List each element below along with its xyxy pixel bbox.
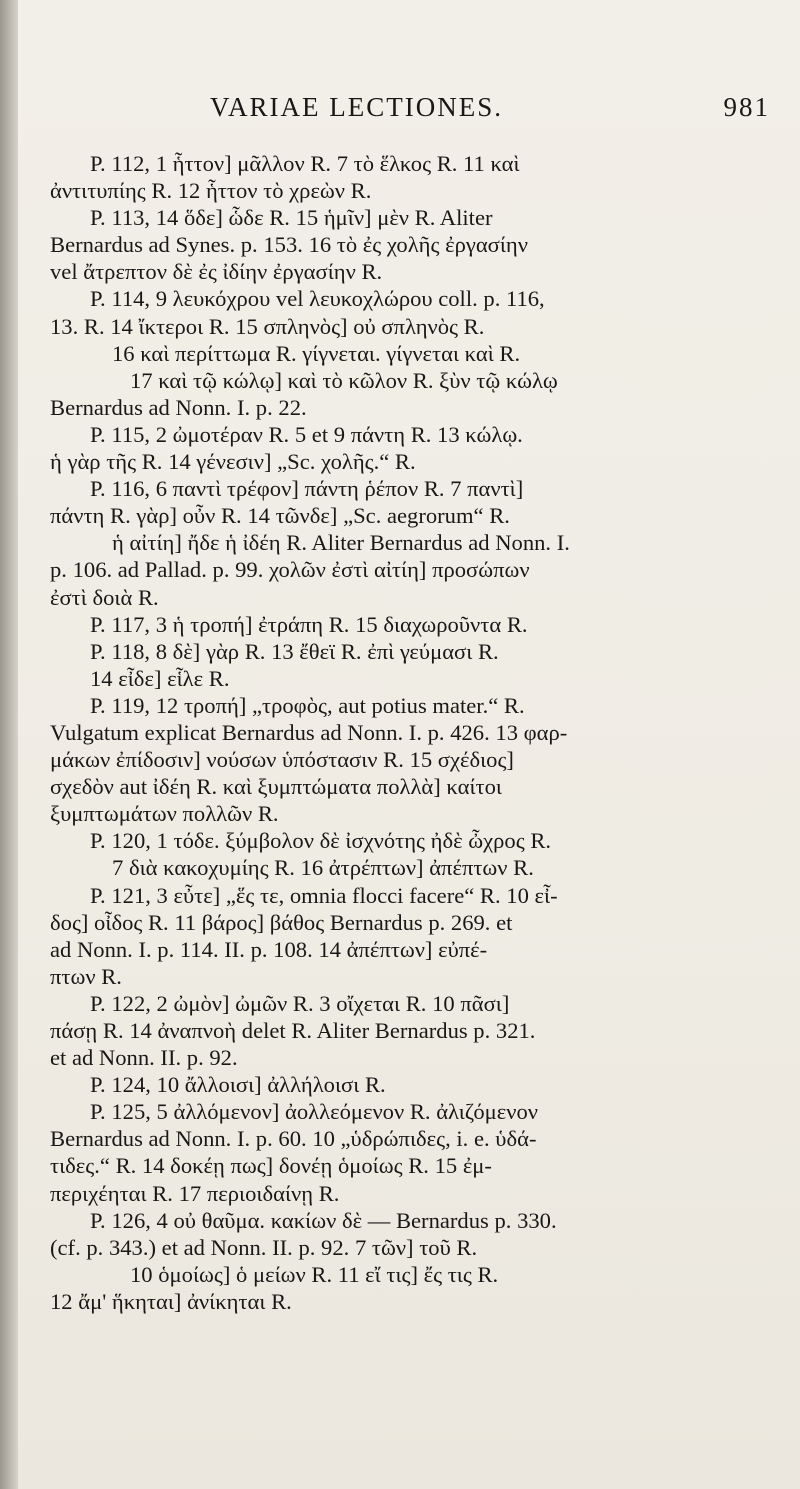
text-line: 7 διὰ κακοχυμίης R. 16 ἀτρέπτων] ἀπέπτων R. bbox=[112, 855, 534, 881]
page-spine-shadow bbox=[0, 0, 18, 1489]
variae-lectiones-text bbox=[50, 150, 772, 1315]
text-line: P. 113, 14 ὅδε] ὧδε R. 15 ἡμῖν] μὲν R. Aliter bbox=[90, 205, 493, 231]
text-line: πάσῃ R. 14 ἀναπνοὴ delet R. Aliter Bernardus p. 321. bbox=[50, 1018, 536, 1043]
text-line: ἡ γὰρ τῆς R. 14 γένεσιν] „Sc. χολῆς.“ R. bbox=[50, 449, 416, 475]
entry bbox=[50, 882, 772, 990]
text-line: 17 καὶ τῷ κώλῳ] καὶ τὸ κῶλον R. ξὺν τῷ κώλῳ bbox=[130, 367, 558, 393]
text-line: et ad Nonn. II. p. 92. bbox=[50, 1045, 238, 1071]
text-line: ἀντιτυπίης R. 12 ἧττον τὸ χρεὼν R. bbox=[50, 178, 372, 204]
text-line: 12 ἄμ' ἥκηται] ἀνίκηται R. bbox=[50, 1288, 292, 1314]
text-line: P. 120, 1 τόδε. ξύμβολον δὲ ἰσχνότης ἠδὲ ὦχρος R. bbox=[90, 828, 552, 854]
text-line: πτων R. bbox=[50, 963, 122, 989]
text-line: P. 124, 10 ἄλλοισι] ἀλλήλοισι R. bbox=[90, 1072, 386, 1098]
entry bbox=[50, 204, 772, 285]
text-line: P. 119, 12 τροπή] „τροφὸς, aut potius mater.“ R. bbox=[90, 692, 525, 718]
text-line: ἐστὶ δοιὰ R. bbox=[50, 584, 159, 610]
text-line: p. 106. ad Pallad. p. 99. χολῶν ἐστὶ αἰτίη] προσώπων bbox=[50, 557, 530, 583]
text-line: vel ἄτρεπτον δὲ ἐς ἰδίην ἐργασίην R. bbox=[50, 259, 383, 285]
text-line: Bernardus ad Nonn. I. p. 22. bbox=[50, 394, 307, 420]
text-line: P. 121, 3 εὖτε] „ἕς τε, omnia flocci facere“ R. 10 εἶ- bbox=[90, 882, 558, 908]
entry bbox=[50, 421, 772, 475]
text-line: τιδες.“ R. 14 δοκέῃ πως] δονέῃ ὁμοίως R. 15 ἐμ- bbox=[50, 1153, 492, 1179]
running-title: VARIAE LECTIONES. bbox=[210, 92, 503, 122]
text-line: μάκων ἐπίδοσιν] νούσων ὑπόστασιν R. 15 σχέδιος] bbox=[50, 747, 514, 773]
text-line: περιχέηται R. 17 περιοιδαίνῃ R. bbox=[50, 1180, 340, 1206]
page-number: 981 bbox=[723, 92, 770, 122]
text-line: P. 114, 9 λευκόχρου vel λευκοχλώρου coll. p. 116, bbox=[90, 286, 545, 312]
text-line: P. 117, 3 ἡ τροπή] ἐτράπη R. 15 διαχωροῦντα R. bbox=[90, 611, 528, 637]
entry bbox=[50, 638, 772, 692]
text-line: ξυμπτωμάτων πολλῶν R. bbox=[50, 801, 279, 827]
text-line: 10 ὁμοίως] ὁ μείων R. 11 εἴ τις] ἔς τις R. bbox=[130, 1261, 499, 1287]
entry bbox=[50, 285, 772, 420]
text-line: δος] οἶδος R. 11 βάρος] βάθος Bernardus p. 269. et bbox=[50, 909, 513, 935]
text-line: P. 122, 2 ὠμὸν] ὠμῶν R. 3 οἴχεται R. 10 πᾶσι] bbox=[90, 990, 510, 1016]
text-line: P. 115, 2 ὠμοτέραν R. 5 et 9 πάντη R. 13 κώλῳ. bbox=[90, 421, 523, 447]
text-line: P. 118, 8 δὲ] γὰρ R. 13 ἔθεϊ R. ἐπὶ γεύμασι R. bbox=[90, 638, 499, 664]
entry bbox=[50, 692, 772, 827]
text-line: Bernardus ad Nonn. I. p. 60. 10 „ὑδρώπιδες, i. e. ὑδά- bbox=[50, 1126, 537, 1152]
entry bbox=[50, 475, 772, 610]
entry bbox=[50, 1207, 772, 1315]
entry bbox=[50, 611, 772, 638]
text-line: 13. R. 14 ἴκτεροι R. 15 σπληνὸς] οὐ σπληνὸς R. bbox=[50, 313, 485, 339]
text-line: P. 126, 4 οὐ θαῦμα. κακίων δὲ — Bernardus p. 330. bbox=[90, 1207, 557, 1233]
entry bbox=[50, 827, 772, 881]
text-line: Vulgatum explicat Bernardus ad Nonn. I. p. 426. 13 φαρ- bbox=[50, 719, 568, 745]
text-line: 16 καὶ περίττωμα R. γίγνεται. γίγνεται καὶ R. bbox=[112, 340, 521, 366]
entry bbox=[50, 150, 772, 204]
text-line: P. 112, 1 ἧττον] μᾶλλον R. 7 τὸ ἕλκος R. 11 καὶ bbox=[90, 151, 520, 176]
entry bbox=[50, 1098, 772, 1206]
text-line: ἡ αἰτίη] ἤδε ἡ ἰδέη R. Aliter Bernardus ad Nonn. I. bbox=[112, 530, 570, 556]
text-line: πάντη R. γὰρ] οὖν R. 14 τῶνδε] „Sc. aegrorum“ R. bbox=[50, 503, 510, 529]
text-line: P. 116, 6 παντὶ τρέφον] πάντη ῥέπον R. 7 παντὶ] bbox=[90, 476, 524, 502]
entry bbox=[50, 1071, 772, 1098]
text-line: ad Nonn. I. p. 114. II. p. 108. 14 ἀπέπτων] εὐπέ- bbox=[50, 936, 488, 962]
text-line: Bernardus ad Synes. p. 153. 16 τὸ ἐς χολῆς ἐργασίην bbox=[50, 232, 528, 258]
text-line: σχεδὸν aut ἰδέη R. καὶ ξυμπτώματα πολλὰ] καίτοι bbox=[50, 774, 502, 800]
text-line: 14 εἶδε] εἷλε R. bbox=[90, 665, 230, 691]
running-header bbox=[210, 92, 770, 132]
text-line: P. 125, 5 ἀλλόμενον] ἀολλεόμενον R. ἀλιζόμενον bbox=[90, 1099, 538, 1125]
entry bbox=[50, 990, 772, 1071]
text-line: (cf. p. 343.) et ad Nonn. II. p. 92. 7 τῶν] τοῦ R. bbox=[50, 1234, 478, 1260]
